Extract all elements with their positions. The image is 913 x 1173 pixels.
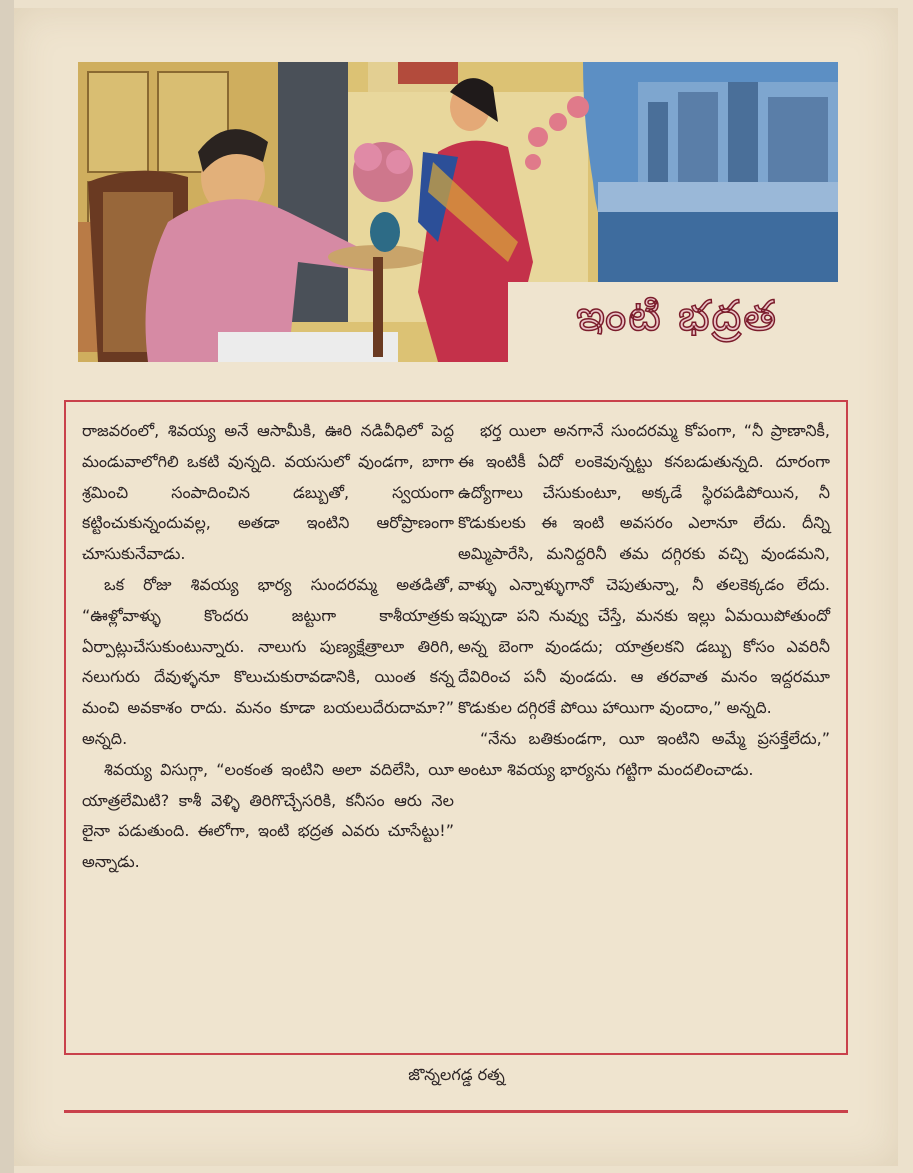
author-name: జొన్నలగడ్డ రత్న <box>408 1065 505 1084</box>
divider-rule <box>64 1110 848 1113</box>
paragraph: రాజవరంలో, శివయ్య అనే ఆసామీకి, ఊరి నడివీధిలో పెద్ద మండువాలోగిలి ఒకటి వున్నది. వయసులో వుండగా, బాగా శ్రమించి సంపాదించిన డబ్బుతో, స్వయంగా కట్టించుకున్నందువల్ల, అతడా ఇంటిని ఆరోప్రాణంగా చూసుకునేవాడు. <box>82 421 454 564</box>
left-column <box>82 416 454 1039</box>
story-columns <box>82 416 830 1039</box>
story-title: ఇంటి భద్రత <box>576 291 778 340</box>
paragraph: శివయ్య విసుగ్గా, “లంకంత ఇంటిని అలా వదిలేసి, యీ యాత్రలేమిటి? కాశీ వెళ్ళి తిరిగొచ్చేసరికి, కనీసం ఆరు నెల లైనా పడుతుంది. ఈలోగా, ఇంటి భద్రత ఎవరు చూసేట్టు!” అన్నాడు. <box>82 759 454 872</box>
paragraph: ఒక రోజు శివయ్య భార్య సుందరమ్మ అతడితో, “ఊళ్లోవాళ్ళు కొందరు జట్టుగా కాశీయాత్రకు ఏర్పాట్లుచేసుకుంటున్నారు. నాలుగు పుణ్యక్షేత్రాలూ తిరిగి, నలుగురు దేవుళ్ళనూ కొలుచుకురావడానికి, యింత కన్న మంచి అవకాశం రాదు. మనం కూడా బయలుదేరుదామా?” అన్నది. <box>82 574 454 748</box>
right-column <box>458 416 830 1039</box>
paragraph: “నేను బతికుండగా, యీ ఇంటిని అమ్మే ప్రసక్తేలేదు,” అంటూ శివయ్య భార్యను గట్టిగా మందలించాడు. <box>458 728 830 779</box>
paragraph: భర్త యిలా అనగానే సుందరమ్మ కోపంగా, “నీ ప్రాణానికీ, ఈ ఇంటికీ ఏదో లంకెవున్నట్టు కనబడుతున్నది. దూరంగా ఉద్యోగాలు చేసుకుంటూ, అక్కడే స్థిరపడిపోయిన, నీ కొడుకులకు ఈ ఇంటి అవసరం ఎలానూ లేదు. దీన్ని అమ్మిపారేసి, మనిద్దరినీ తమ దగ్గిరకు వచ్చి వుండమని, వాళ్ళు ఎన్నాళ్ళుగానో చెపుతున్నా, నీ తలకెక్కడం లేదు. ఇప్పుడా పని నువ్వు చేస్తే, మనకు ఇల్లు ఏమయిపోతుందో అన్న బెంగా వుండదు; యాత్రలకని డబ్బు కోసం ఎవరినీ దేవిరించ పనీ వుండదు. ఆ తరవాత మనం ఇద్దరమూ కొడుకుల దగ్గిరకే పోయి హాయిగా వుందాం,” అన్నది. <box>458 421 830 718</box>
story-text-box <box>64 400 848 1055</box>
page-edge-shadow <box>0 0 14 1173</box>
